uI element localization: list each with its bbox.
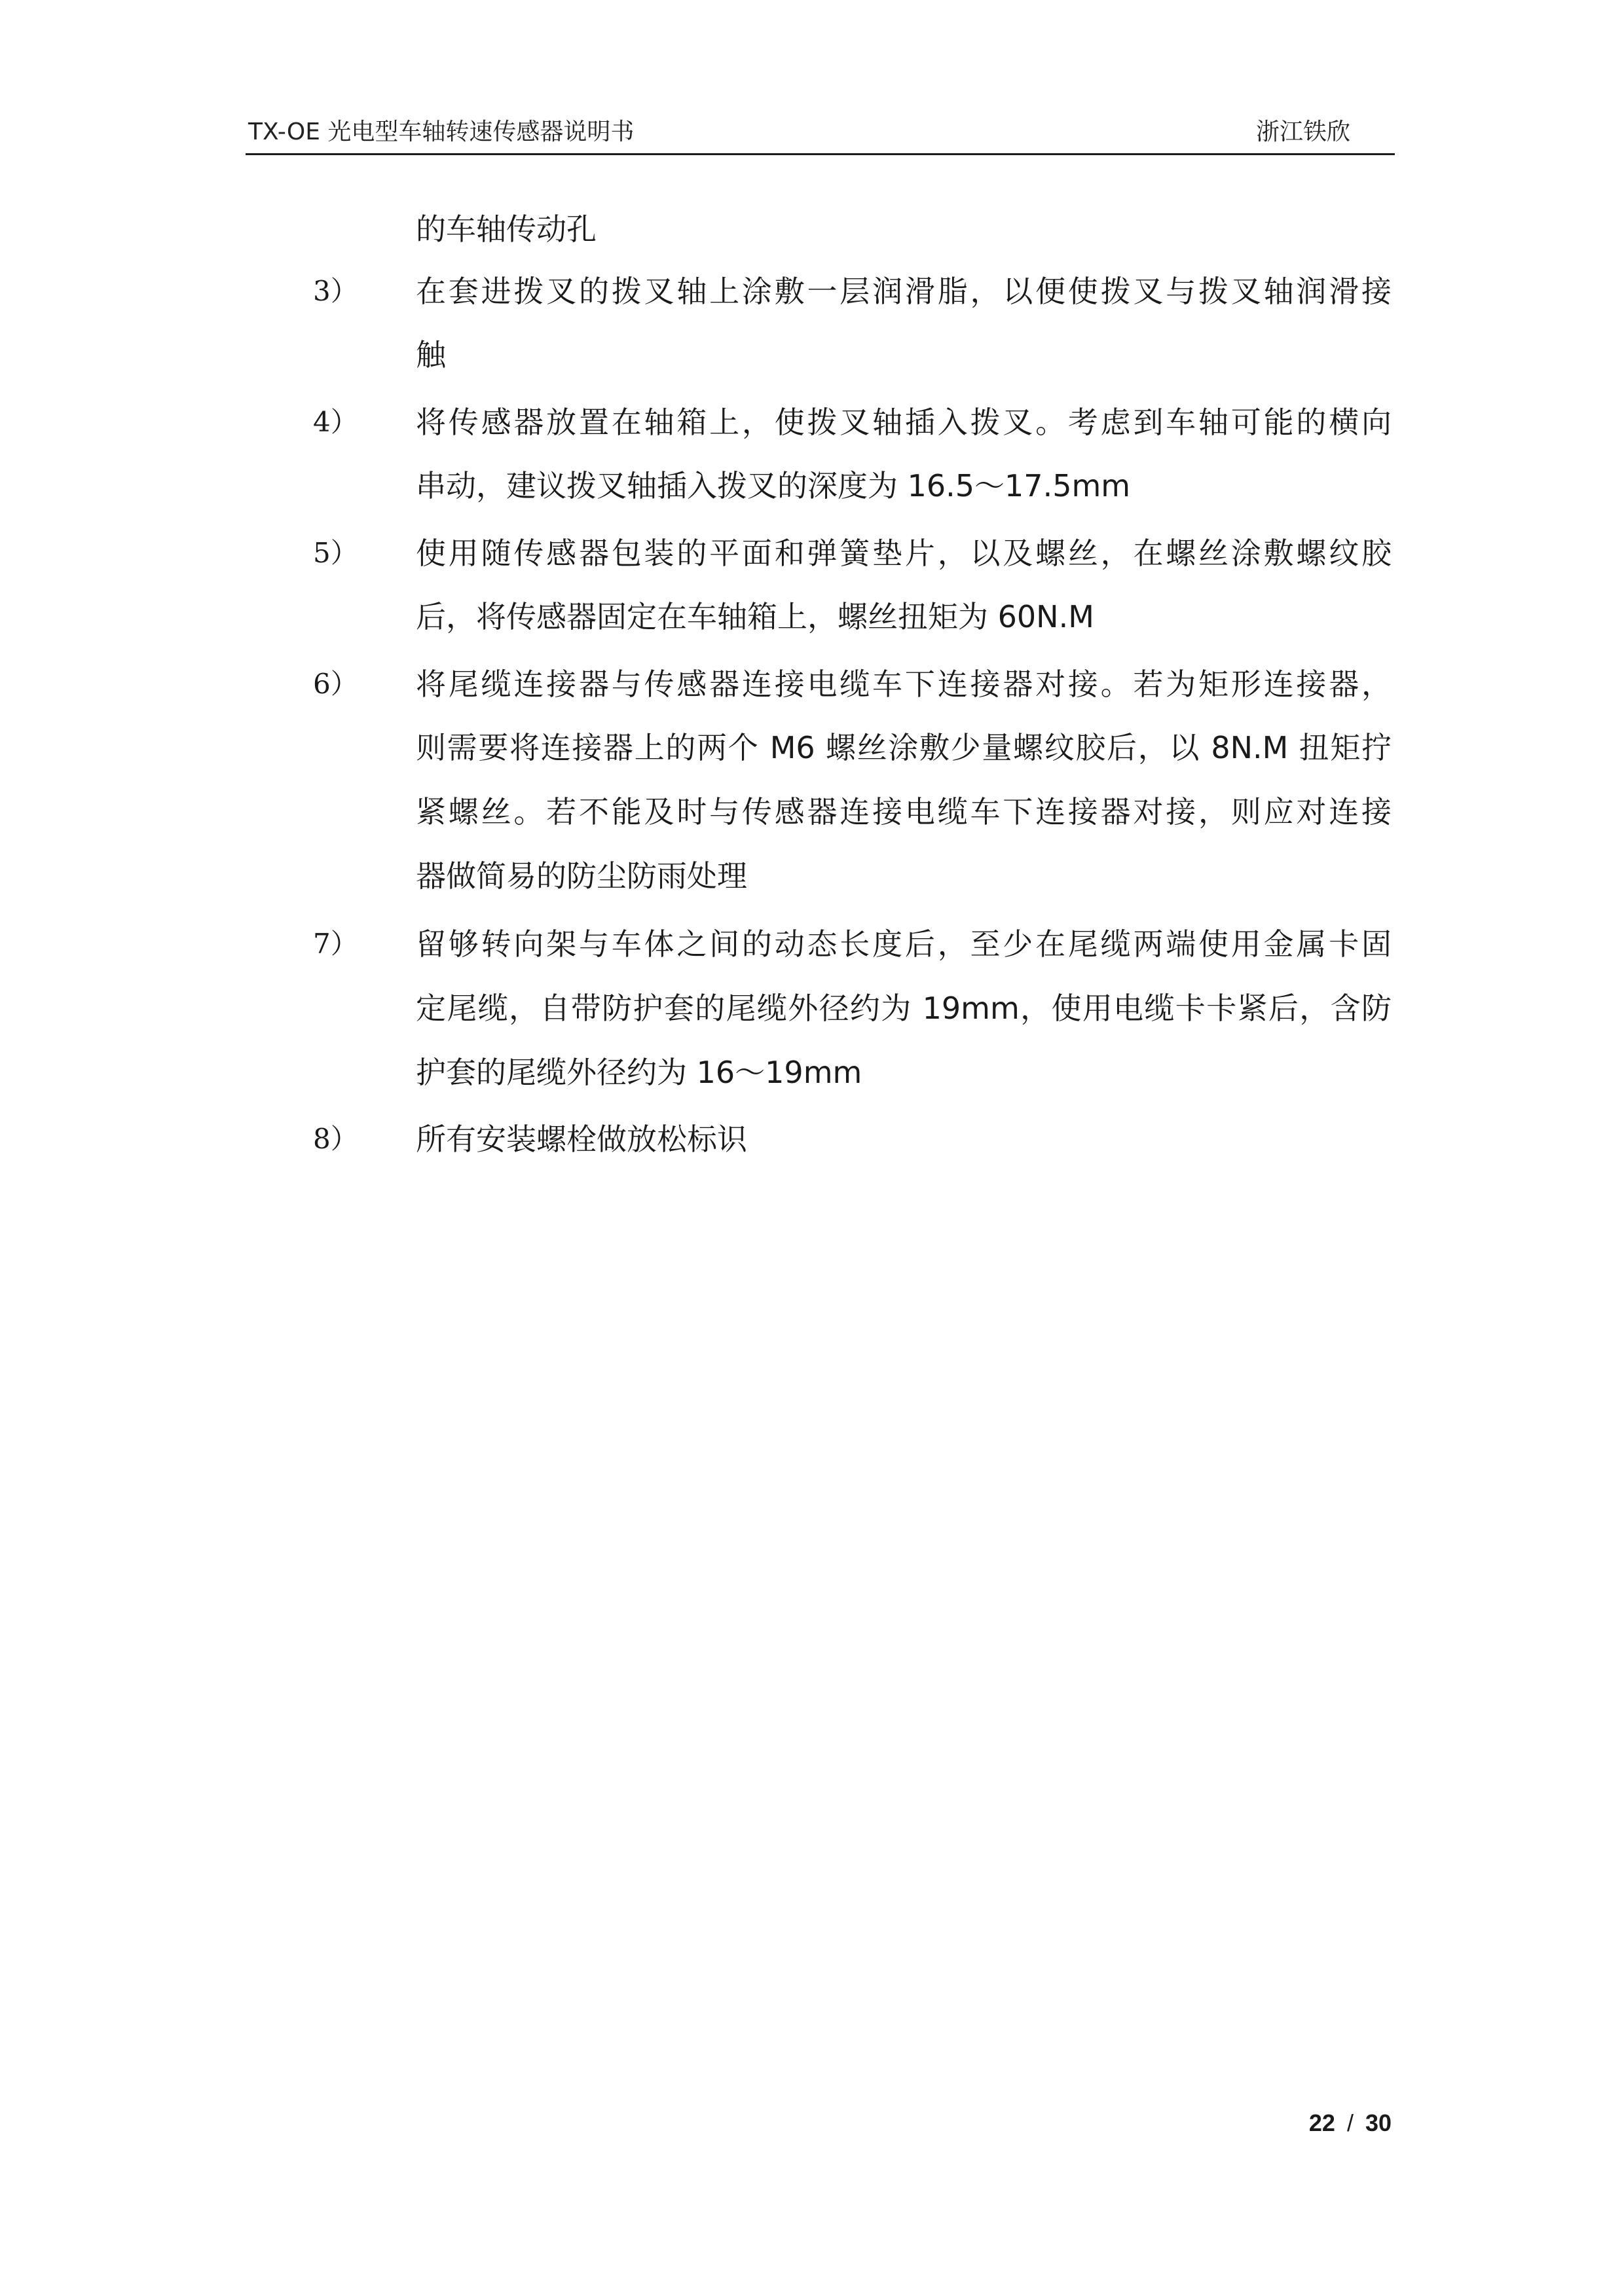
- step-number: 4）: [313, 406, 358, 438]
- step-number: 3）: [313, 275, 358, 307]
- page-header: [246, 113, 1395, 155]
- step-4-line-1: 将传感器放置在轴箱上，使拨叉轴插入拨叉。考虑到车轴可能的横向: [416, 405, 1392, 440]
- step-7-line-3: 护套的尾缆外径约为 16～19mm: [416, 1055, 862, 1090]
- total-pages: 30: [1365, 2109, 1392, 2136]
- step-7-line-1: 留够转向架与车体之间的动态长度后，至少在尾缆两端使用金属卡固: [416, 926, 1392, 962]
- document-title: TX-OE 光电型车轴转速传感器说明书: [248, 118, 635, 145]
- step-3-line-2: 触: [416, 337, 446, 373]
- page-separator: /: [1346, 2109, 1354, 2136]
- step-number: 8）: [313, 1123, 358, 1155]
- step-5-line-1: 使用随传感器包装的平面和弹簧垫片，以及螺丝，在螺丝涂敷螺纹胶: [416, 536, 1392, 571]
- page-number: [1309, 2109, 1392, 2137]
- step-5-line-2: 后，将传感器固定在车轴箱上，螺丝扭矩为 60N.M: [416, 599, 1094, 634]
- step-8-line-1: 所有安装螺栓做放松标识: [416, 1121, 747, 1157]
- step-number: 5）: [313, 537, 358, 569]
- step-6-line-3: 紧螺丝。若不能及时与传感器连接电缆车下连接器对接，则应对连接: [416, 794, 1392, 829]
- step-number: 7）: [313, 928, 358, 960]
- step-6-line-1: 将尾缆连接器与传感器连接电缆车下连接器对接。若为矩形连接器，: [416, 666, 1392, 702]
- company-name: 浙江铁欣: [1255, 118, 1350, 145]
- step-3-line-1: 在套进拨叉的拨叉轴上涂敷一层润滑脂，以便使拨叉与拨叉轴润滑接: [416, 274, 1392, 309]
- step-continuation-line: 的车轴传动孔: [416, 211, 597, 247]
- current-page: 22: [1308, 2109, 1335, 2136]
- step-4-line-2: 串动，建议拨叉轴插入拨叉的深度为 16.5～17.5mm: [416, 468, 1131, 503]
- step-6-line-2: 则需要将连接器上的两个 M6 螺丝涂敷少量螺纹胶后，以 8N.M 扭矩拧: [416, 730, 1392, 765]
- step-number: 6）: [313, 668, 358, 700]
- step-7-line-2: 定尾缆，自带防护套的尾缆外径约为 19mm，使用电缆卡卡紧后，含防: [416, 991, 1392, 1026]
- step-6-line-4: 器做简易的防尘防雨处理: [416, 858, 747, 894]
